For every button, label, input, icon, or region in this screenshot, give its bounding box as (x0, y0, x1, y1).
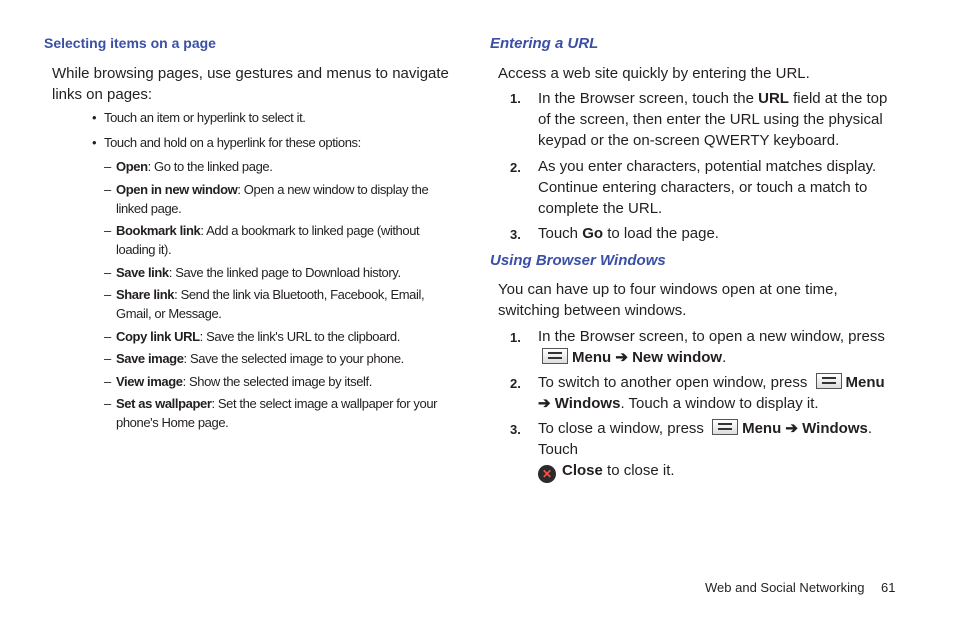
bullet-marker: • (92, 110, 97, 125)
options-list (104, 157, 454, 436)
step-number: 3. (510, 422, 521, 437)
option-view-image: – View image: Show the selected image by itself. (104, 373, 372, 389)
step-number: 2. (510, 376, 521, 391)
step-number: 2. (510, 160, 521, 175)
section-heading-entering-url: Entering a URL (490, 35, 599, 52)
option-share-link: – Share link: Send the link via Bluetooth, Facebook, Email, Gmail, or Message. (104, 287, 425, 321)
footer-section-title: Web and Social Networking (705, 580, 865, 595)
section-heading-browser-windows: Using Browser Windows (490, 252, 666, 269)
browser-windows-intro: You can have up to four windows open at one time, switching between windows. (498, 281, 838, 319)
option-open-new-window: – Open in new window: Open a new window to display the linked page. (104, 181, 429, 216)
step-number: 3. (510, 227, 521, 242)
menu-key-icon (542, 348, 568, 364)
step-number: 1. (510, 91, 521, 106)
window-step-3: To close a window, press Menu ➔ Windows. Touch ✕ Close to close it. (538, 420, 873, 481)
option-copy-link-url: – Copy link URL: Save the link's URL to the clipboard. (104, 328, 400, 344)
option-bookmark-link: – Bookmark link: Add a bookmark to linked page (without loading it). (104, 223, 420, 257)
window-step-2: To switch to another open window, press Menu ➔ Windows. Touch a window to display it. (538, 374, 885, 412)
close-x-icon: ✕ (538, 465, 556, 483)
entering-url-intro: Access a web site quickly by entering the URL. (498, 65, 810, 82)
window-step-1: In the Browser screen, to open a new window, press Menu ➔ New window. (538, 328, 885, 366)
menu-key-icon (712, 419, 738, 435)
step-number: 1. (510, 330, 521, 345)
url-step-1: In the Browser screen, touch the URL field at the top of the screen, then enter the URL using the physical keypad or the on-screen QWERTY keyboard. (538, 90, 888, 149)
option-set-as-wallpaper: – Set as wallpaper: Set the select image a wallpaper for your phone's Home page. (104, 396, 438, 430)
section-heading-selecting-items: Selecting items on a page (44, 35, 216, 51)
menu-key-icon (816, 373, 842, 389)
option-save-image: – Save image: Save the selected image to your phone. (104, 351, 404, 366)
url-step-2: As you enter characters, potential matches display. Continue entering characters, or touch a match to complete the URL. (538, 158, 877, 217)
intro-paragraph: While browsing pages, use gestures and menus to navigate links on pages: (52, 65, 449, 103)
bullet-touch-hold: Touch and hold on a hyperlink for these options: (104, 135, 361, 150)
option-save-link: – Save link: Save the linked page to Download history. (104, 264, 401, 280)
bullet-select-item: Touch an item or hyperlink to select it. (104, 110, 306, 125)
bullet-marker: • (92, 135, 97, 150)
option-open: – Open: Go to the linked page. (104, 159, 273, 174)
url-step-3: Touch Go to load the page. (538, 225, 719, 242)
footer-page-number: 61 (881, 580, 896, 595)
